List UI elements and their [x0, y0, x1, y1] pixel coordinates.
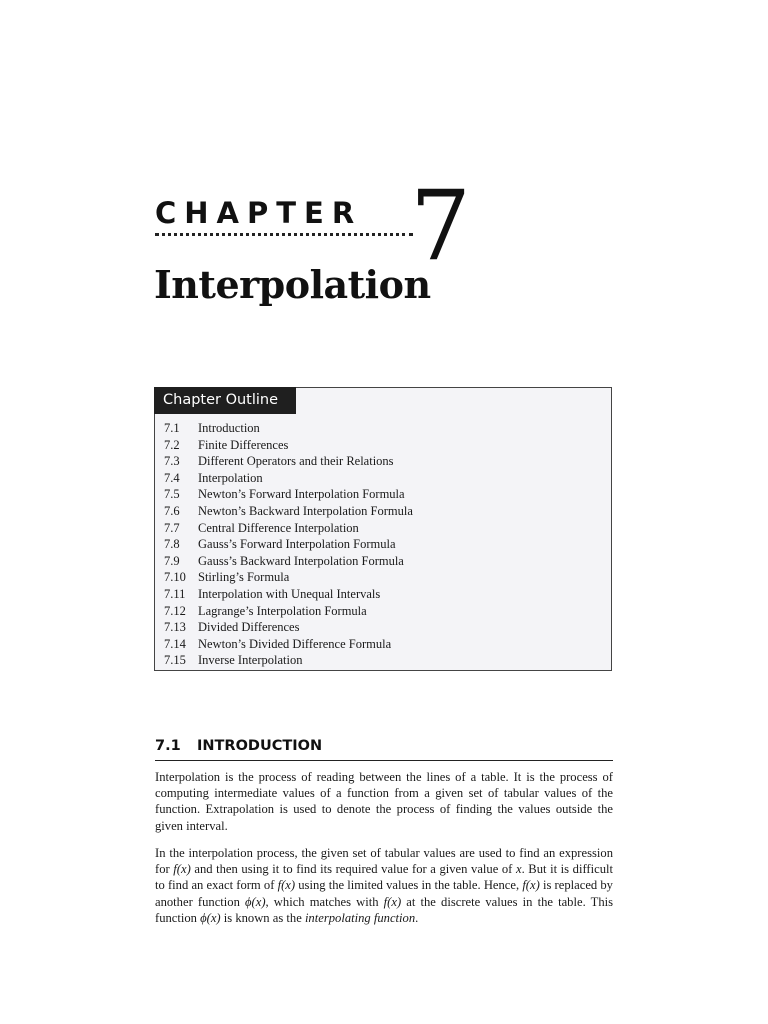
- outline-item-number: 7.10: [164, 570, 186, 585]
- math-phi: ϕ(x): [245, 894, 266, 909]
- outline-item-title: Interpolation with Unequal Intervals: [198, 586, 381, 601]
- intro-paragraph-2: [155, 845, 613, 926]
- outline-item: [164, 619, 413, 636]
- paragraph-text: and then using it to find its required value for a given value of: [190, 862, 516, 877]
- paragraph-text: In the interpolation process, the given set of tabular values are used to find an expression for: [155, 846, 613, 877]
- math-fx: f(x): [277, 878, 296, 893]
- paragraph-text: . But it is difficult to find an exact form of: [155, 862, 613, 893]
- outline-item-number: 7.4: [164, 470, 180, 485]
- outline-item: [164, 486, 413, 503]
- paragraph-text: .: [415, 910, 419, 925]
- outline-item-title: Gauss’s Backward Interpolation Formula: [198, 553, 404, 568]
- outline-item: [164, 503, 413, 520]
- outline-item-number: 7.14: [164, 636, 186, 651]
- outline-item-number: 7.9: [164, 553, 180, 568]
- outline-item-number: 7.12: [164, 603, 186, 618]
- chapter-number: 7: [410, 170, 472, 282]
- outline-item-number: 7.7: [164, 520, 180, 535]
- outline-item-number: 7.8: [164, 537, 180, 552]
- outline-item: [164, 569, 413, 586]
- section-rule: [155, 760, 613, 761]
- math-fx: f(x): [383, 894, 402, 909]
- outline-item: [164, 437, 413, 454]
- outline-item-number: 7.6: [164, 503, 180, 518]
- chapter-label: CHAPTER: [155, 196, 363, 230]
- outline-item-number: 7.2: [164, 437, 180, 452]
- chapter-outline-header: Chapter Outline: [154, 387, 296, 414]
- outline-item-number: 7.1: [164, 421, 180, 435]
- outline-item-title: Newton’s Forward Interpolation Formula: [198, 487, 405, 502]
- outline-item: [164, 636, 413, 653]
- outline-item: [164, 536, 413, 553]
- section-number: 7.1: [155, 738, 181, 754]
- section-heading: [155, 738, 322, 754]
- outline-item: [164, 520, 413, 537]
- outline-item: [164, 453, 413, 470]
- outline-item: [164, 652, 413, 669]
- math-phi: ϕ(x): [200, 910, 221, 925]
- outline-item-title: Introduction: [198, 421, 260, 435]
- outline-item: [164, 586, 413, 603]
- outline-item-title: Newton’s Backward Interpolation Formula: [198, 503, 413, 518]
- math-fx: f(x): [173, 862, 191, 877]
- key-term: interpolating function: [304, 910, 416, 925]
- outline-item-title: Different Operators and their Relations: [198, 454, 394, 469]
- outline-item-title: Newton’s Divided Difference Formula: [198, 636, 392, 651]
- outline-item: [164, 553, 413, 570]
- outline-item-number: 7.11: [164, 586, 186, 601]
- chapter-title: Interpolation: [154, 262, 431, 307]
- outline-item-title: Stirling’s Formula: [198, 570, 290, 585]
- outline-item-number: 7.3: [164, 454, 180, 469]
- outline-item-title: Divided Differences: [198, 620, 300, 635]
- outline-item-title: Lagrange’s Interpolation Formula: [198, 603, 367, 618]
- outline-item-number: 7.13: [164, 620, 186, 635]
- paragraph-text: is replaced by another function: [155, 878, 613, 909]
- outline-item-title: Interpolation: [198, 470, 263, 485]
- outline-item: [164, 420, 413, 437]
- math-x: x: [515, 862, 522, 877]
- outline-item-title: Gauss’s Forward Interpolation Formula: [198, 537, 396, 552]
- chapter-label-dotted-rule: [155, 233, 413, 236]
- outline-item-title: Central Difference Interpolation: [198, 520, 359, 535]
- outline-item-number: 7.15: [164, 653, 186, 668]
- outline-item-title: Finite Differences: [198, 437, 289, 452]
- intro-paragraph-1: Interpolation is the process of reading between the lines of a table. It is the process of computing intermediate values of a function from a given set of tabular values of the function. Extrapolation is used to denote the process of finding the values outside the given interval.: [155, 770, 613, 833]
- outline-item: [164, 470, 413, 487]
- outline-item-number: 7.5: [164, 487, 180, 502]
- paragraph-text: , which matches with: [265, 894, 384, 909]
- paragraph-text: is known as the: [220, 910, 305, 925]
- math-fx: f(x): [522, 878, 540, 893]
- paragraph-text: using the limited values in the table. Hence,: [295, 878, 523, 893]
- chapter-outline-box: [154, 387, 612, 671]
- section-title: INTRODUCTION: [197, 738, 323, 754]
- chapter-outline-list: [164, 420, 413, 669]
- outline-item-title: Inverse Interpolation: [198, 653, 303, 668]
- paragraph-text: at the discrete values in the table. This function: [155, 894, 614, 925]
- outline-item: [164, 603, 413, 620]
